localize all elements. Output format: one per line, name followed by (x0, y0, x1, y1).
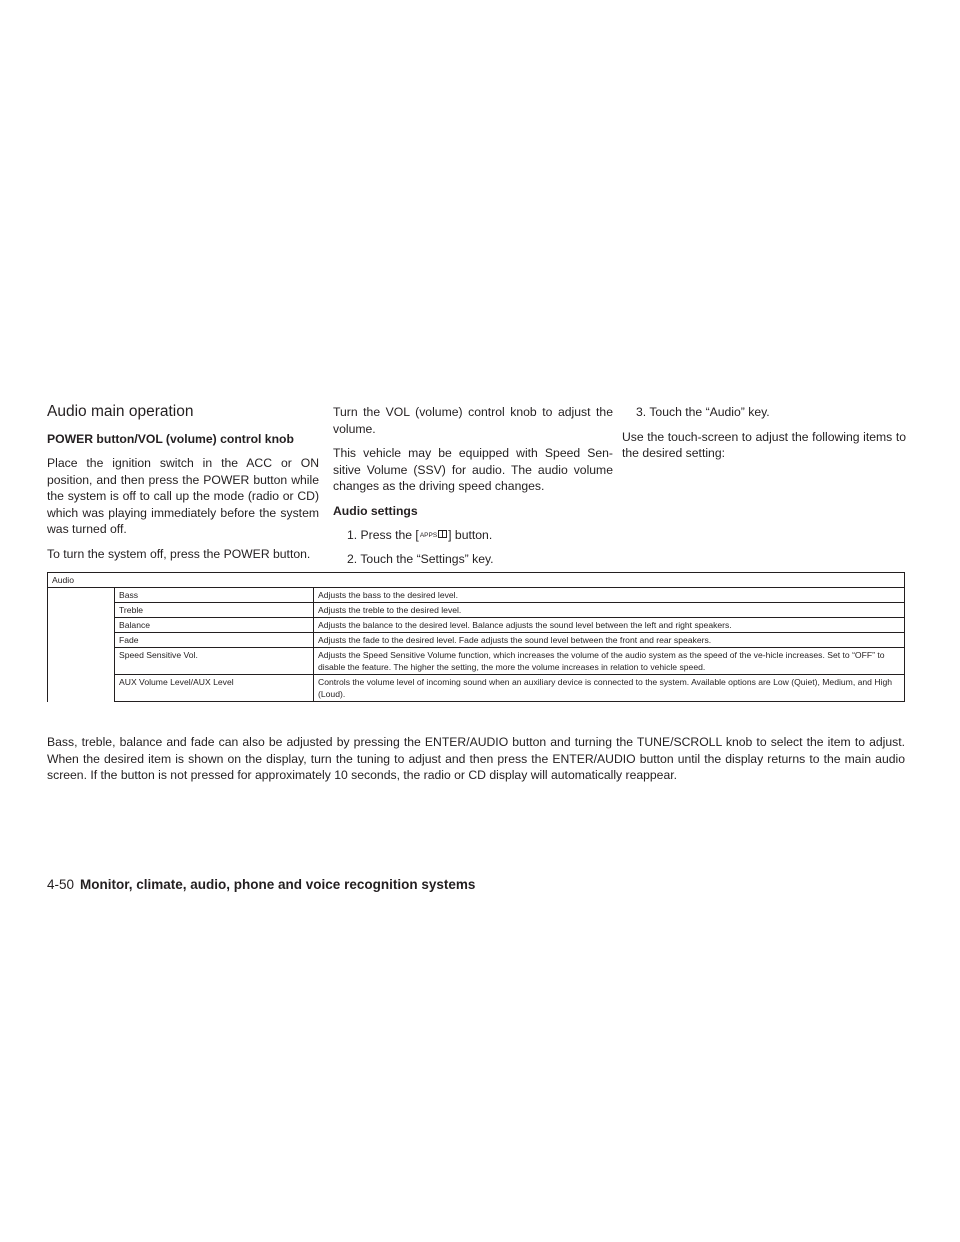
ignition-paragraph: Place the ignition switch in the ACC or ON position, and then press the POWER button while the system is off to call up the mode (radio or CD) which was playing immediately before the system was turned off. (47, 456, 319, 536)
table-row (48, 648, 905, 675)
table-cell-item: Fade (115, 633, 314, 648)
table-header-row (48, 573, 905, 588)
table-cell-desc: Adjusts the balance to the desired level. Balance adjusts the sound level between the left and right speakers. (314, 618, 905, 633)
section-title: Audio main operation (47, 403, 194, 420)
step-2: 2. Touch the “Settings” key. (347, 552, 494, 566)
table-cell-desc: Adjusts the Speed Sensitive Volume function, which increases the volume of the audio system as the speed of the ve-hicle increases. Set to “OFF” to disable the feature. The higher the setting, the more the volume increases in relation to vehicle speed. (314, 648, 905, 675)
table-cell-desc: Adjusts the fade to the desired level. Fade adjusts the sound level between the front and rear speakers. (314, 633, 905, 648)
table-cell-item: Speed Sensitive Vol. (115, 648, 314, 675)
page-footer (47, 876, 475, 894)
table-cell-item: Treble (115, 603, 314, 618)
audio-settings-subhead: Audio settings (333, 503, 418, 518)
table-row (48, 618, 905, 633)
chapter-title: Monitor, climate, audio, phone and voice recognition systems (80, 877, 476, 892)
vol-knob-paragraph: Turn the VOL (volume) control knob to adjust the volume. (333, 405, 613, 436)
column-1 (47, 402, 319, 570)
page-number: 4-50 (47, 877, 75, 892)
table-cell-item: Bass (115, 588, 314, 603)
table-row (48, 603, 905, 618)
table-cell-desc: Adjusts the treble to the desired level. (314, 603, 905, 618)
ssv-paragraph: This vehicle may be equipped with Speed Sen-sitive Volume (SSV) for audio. The audio volume changes as the driving speed changes. (333, 446, 613, 493)
table-cell-desc: Adjusts the bass to the desired level. (314, 588, 905, 603)
power-off-paragraph: To turn the system off, press the POWER button. (47, 546, 311, 561)
power-vol-subhead: POWER button/VOL (volume) control knob (47, 432, 294, 446)
table-cell-item: Balance (115, 618, 314, 633)
table-header: Audio (48, 573, 905, 588)
table-cell-item: AUX Volume Level/AUX Level (115, 675, 314, 702)
table-row (48, 633, 905, 648)
step-1: 1. Press the [APPS ] button. (347, 527, 493, 542)
table-row (48, 675, 905, 702)
column-2 (333, 404, 613, 576)
audio-settings-table (47, 572, 905, 702)
table-cell-desc: Controls the volume level of incoming sound when an auxiliary device is connected to the system. Available options are Low (Quiet), Medium, and High (Loud). (314, 675, 905, 702)
apps-button-icon: APPS (419, 530, 448, 540)
table-row (48, 588, 905, 603)
column-3 (622, 404, 906, 470)
audio-settings-steps-cont (622, 404, 906, 421)
step-3: 3. Touch the “Audio” key. (636, 405, 770, 419)
adjust-with-knob-paragraph: Bass, treble, balance and fade can also be adjusted by pressing the ENTER/AUDIO button and turning the TUNE/SCROLL knob to select the item to adjust. When the desired item is shown on the display, turn the tuning to adjust and then press the ENTER/AUDIO button until the display returns to the main audio screen. If the button is not pressed for approximately 10 seconds, the radio or CD display will automatically reappear. (47, 735, 905, 782)
touch-screen-instructions: Use the touch-screen to adjust the following items to the desired setting: (622, 429, 906, 460)
audio-settings-steps (333, 527, 613, 568)
